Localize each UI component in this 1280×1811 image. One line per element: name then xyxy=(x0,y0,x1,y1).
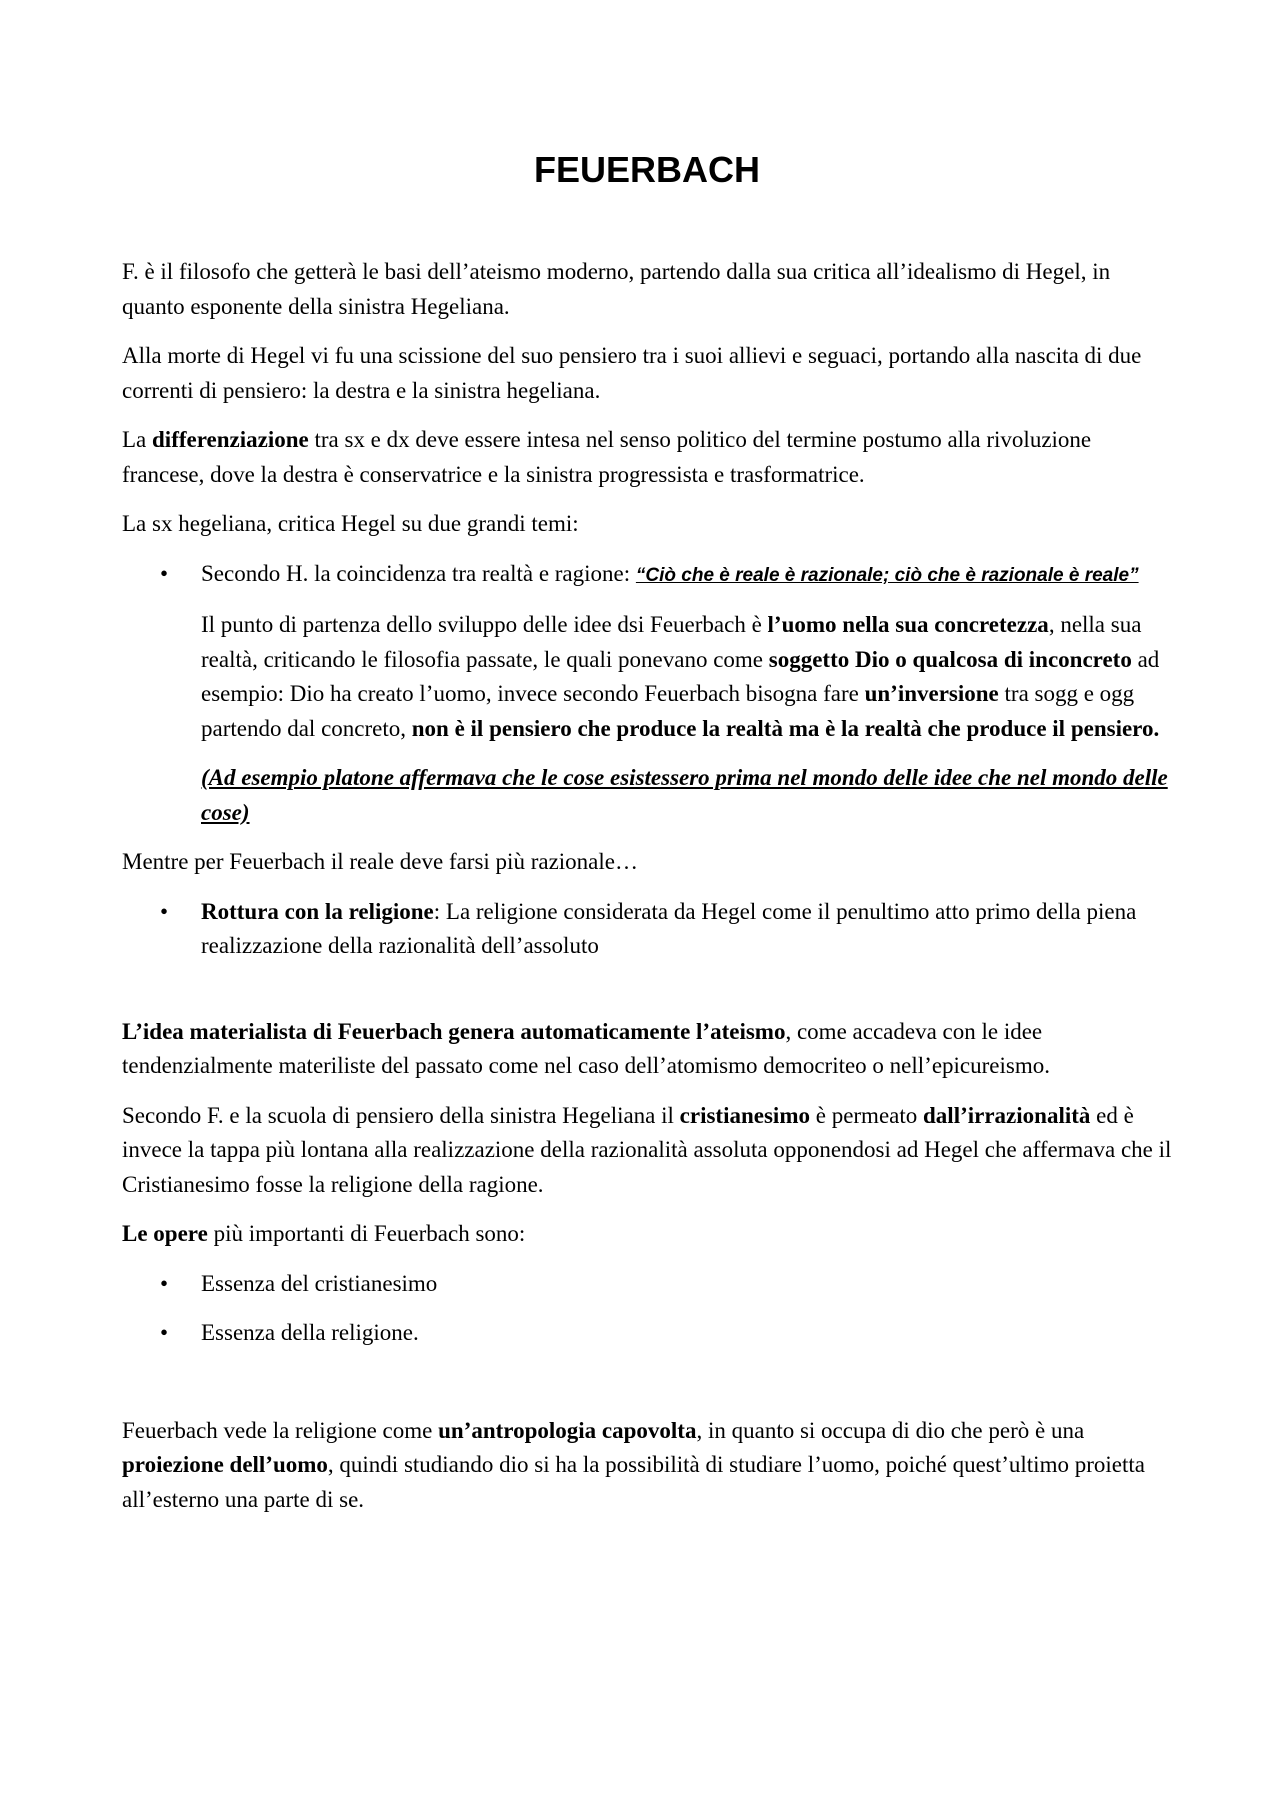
bold-differenziazione: differenziazione xyxy=(152,427,309,452)
paragraph-christianity: Secondo F. e la scuola di pensiero della sinistra Hegeliana il cristianesimo è permeato dall’irrazionalità ed è invece la tappa più lontana alla realizzazione della razionalità assoluta opponendosi ad Hegel che affermava che il Cristianesimo fosse la religione della ragione. xyxy=(122,1102,1172,1197)
paragraph-concreteness: Il punto di partenza dello sviluppo delle idee dsi Feuerbach è l’uomo nella sua concretezza, nella sua realtà, criticando le filosofia passate, le quali ponevano come soggetto Dio o qualcosa di inconcreto ad esempio: Dio ha creato l’uomo, invece secondo Feuerbach bisogna fare un’inversione tra sogg e ogg partendo dal concreto, non è il pensiero che produce la realtà ma è la realtà che produce il pensiero. xyxy=(201,612,1160,741)
list-item-work-1: • Essenza del cristianesimo xyxy=(122,1267,1172,1302)
list-item-reality-reason: • Secondo H. la coincidenza tra realtà e ragione: “Ciò che è reale è razionale; ciò che è razionale è reale” xyxy=(122,557,1172,594)
document-body xyxy=(122,255,1172,1532)
paragraph-hegel-death: Alla morte di Hegel vi fu una scissione del suo pensiero tra i suoi allievi e seguaci, portando alla nascita di due correnti di pensiero: la destra e la sinistra hegeliana. xyxy=(122,343,1142,403)
page-title: FEUERBACH xyxy=(533,149,760,190)
hegel-quote: “Ciò che è reale è razionale; ciò che è razionale è reale” xyxy=(635,564,1139,586)
paragraph-works: Le opere più importanti di Feuerbach sono: xyxy=(122,1221,526,1246)
paragraph-anthropology: Feuerbach vede la religione come un’antropologia capovolta, in quanto si occupa di dio che però è una proiezione dell’uomo, quindi studiando dio si ha la possibilità di studiare l’uomo, poiché quest’ultimo proietta all’esterno una parte di se. xyxy=(122,1417,1145,1512)
paragraph-differentiation: La differenziazione tra sx e dx deve essere intesa nel senso politico del termine postumo alla rivoluzione francese, dove la destra è conservatrice e la sinistra progressista e trasformatrice. xyxy=(122,427,1092,487)
list-item-religion-break: • Rottura con la religione: La religione considerata da Hegel come il penultimo atto primo della piena realizzazione della razionalità dell’assoluto xyxy=(122,895,1172,964)
bullet-icon: • xyxy=(160,1270,169,1296)
paragraph-intro: F. è il filosofo che getterà le basi dell’ateismo moderno, partendo dalla sua critica all’idealismo di Hegel, in quanto esponente della sinistra Hegeliana. xyxy=(122,259,1111,319)
list-item-work-2: • Essenza della religione. xyxy=(122,1316,1172,1351)
paragraph-materialism: L’idea materialista di Feuerbach genera automaticamente l’ateismo, come accadeva con le idee tendenzialmente materiliste del passato come nel caso dell’atomismo democriteo o nell’epicureismo. xyxy=(122,1018,1050,1078)
paragraph-plato-example: (Ad esempio platone affermava che le cose esistessero prima nel mondo delle idee che nel mondo delle cose) xyxy=(201,765,1168,825)
bullet-icon: • xyxy=(160,560,169,586)
paragraph-sx-hegeliana: La sx hegeliana, critica Hegel su due grandi temi: xyxy=(122,511,579,536)
bullet-icon: • xyxy=(160,898,169,924)
bullet-icon: • xyxy=(160,1320,169,1345)
paragraph-feuerbach-real: Mentre per Feuerbach il reale deve farsi più razionale… xyxy=(122,849,638,874)
